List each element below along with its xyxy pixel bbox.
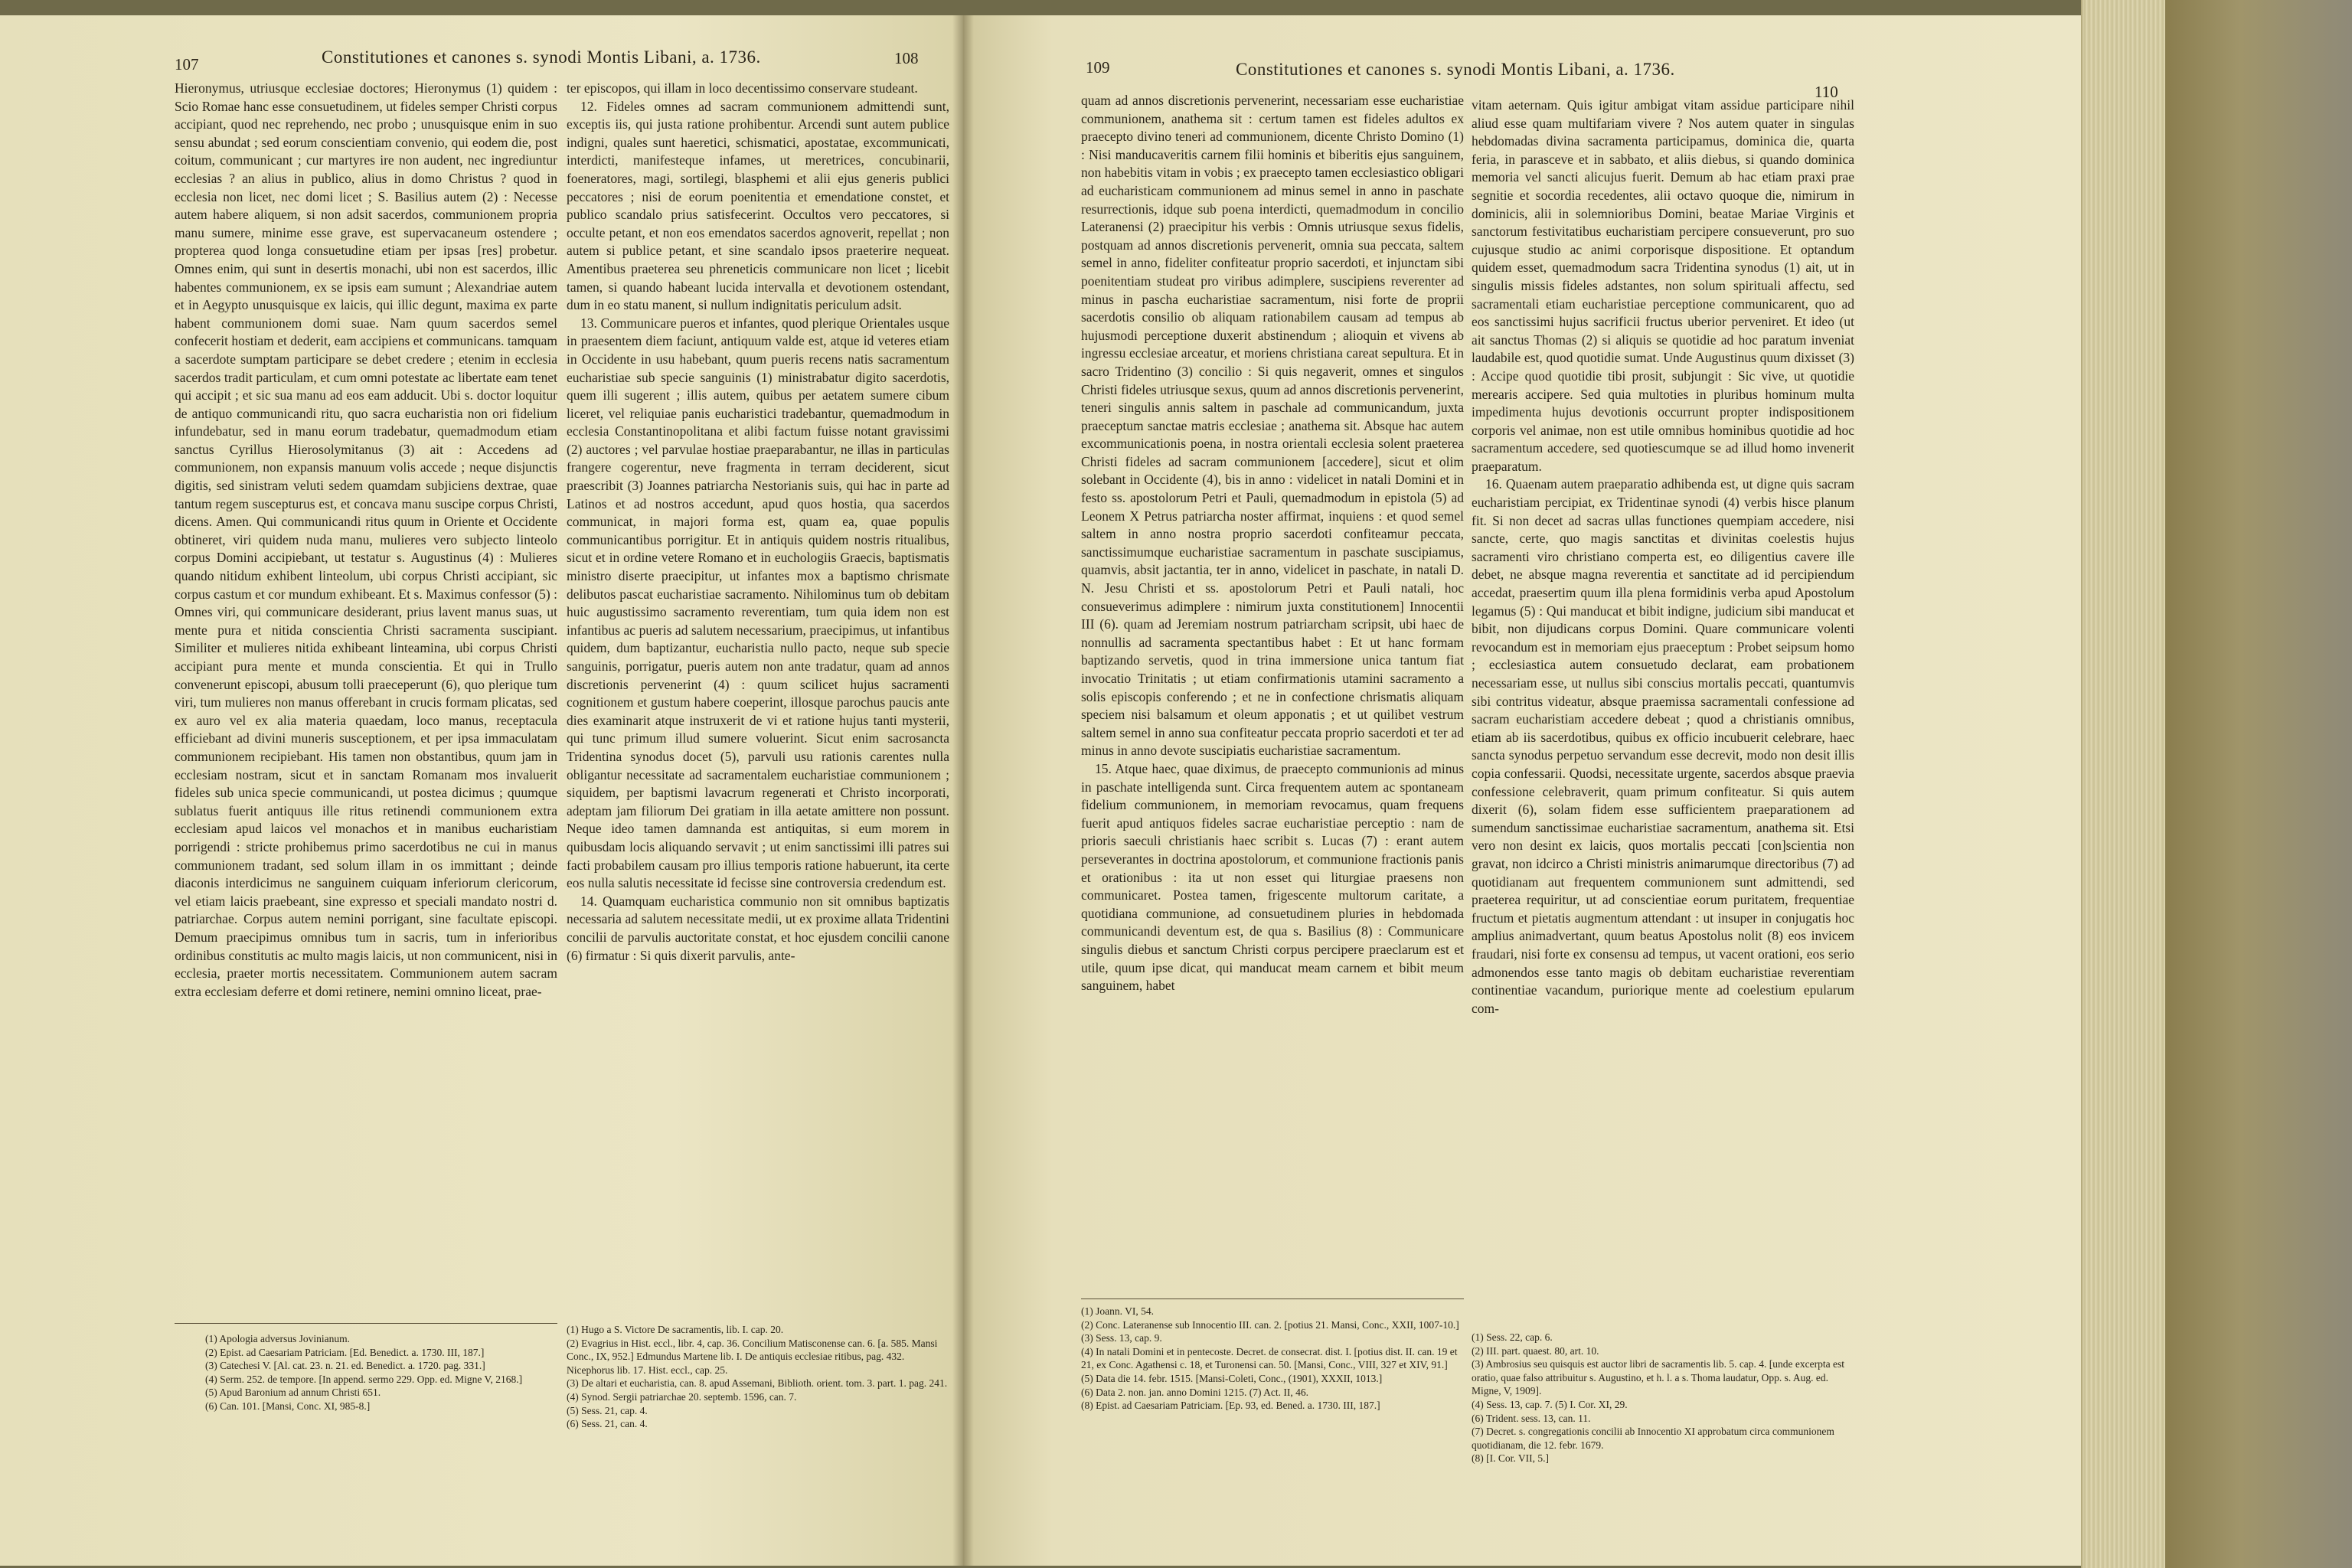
left-footnotes-b <box>567 1323 949 1431</box>
footnote: (1) Joann. VI, 54. <box>1081 1305 1154 1317</box>
book-gutter <box>952 15 974 1566</box>
footnote: (5) Sess. 21, cap. 4. <box>567 1404 648 1416</box>
footnote: (7) Decret. s. congregationis concilii ab Innocentio XI approbatum circa communionem quotidianam, die 12. febr. 1679. <box>1472 1426 1834 1451</box>
footnote: (4) In natali Domini et in pentecoste. Decret. de consecrat. dist. I. [potius dist. II. can. 19 et 21, ex Conc. Agathensi c. 18, et Turonensi can. 50. [Mansi, Conc., VIII, 327 et XIV, 91.] <box>1081 1345 1458 1371</box>
footnote: (8) [I. Cor. VII, 5.] <box>1472 1452 1549 1465</box>
paragraph: 12. Fideles omnes ad sacram communionem admittendi sunt, exceptis iis, qui justa ratione prohibentur. Arcendi sunt autem publice indigni, quales sunt haeretici, schismatici, apostatae, excommunicati, interdicti, manifesteque infames, ut meretrices, concubinarii, foeneratores, magi, sortilegi, blasphemi et alii ejus generis publici peccatores ; nisi de eorum poenitentia et emendatione constet, et publico scandalo prius satisfecerint. Occultos vero peccatores, si occulte petant, et non eos emendatos sacerdos agnoverit, repellat ; non autem si publice petant, et sine scandalo ipsos praeterire nequeat. Amentibus praeterea seu phreneticis communicare non licet ; licebit tamen, si quando habeant lucida intervalla et devotionem ostendant, dum in eo statu manent, si nullum indignitatis periculum adsit. <box>567 98 949 313</box>
left-column-b <box>567 80 949 965</box>
paragraph: 13. Communicare pueros et infantes, quod plerique Orientales usque in praesentem diem faciunt, antiquum valde est, atque id veteres etiam in Occidente in usu habebant, quum pueris recens natis sacramentum eucharistiae sub specie sanguinis (1) ministrabatur digito sacerdotis, quem illi sugerent ; illis autem, quibus per aetatem sumere cibum liceret, vel reliquiae panis eucharistici tradebantur, quemadmodum in ecclesia Constantinopolitana et alibi factum fuisse notant gravissimi (2) auctores ; vel parvulae hostiae praeparabantur, ne illas in particulas frangere cogerentur, neve fragmenta in terram deciderent, sicut praescribit (3) Joannes patriarcha Nestorianis suis, qui hac in parte ad Latinos et ad nostros accedunt, apud quos hostia, qua sacerdos communicat, in majori forma est, quam ea, quae populis communicantibus porrigitur. Et in antiquis quidem nostris ritualibus, sicut et in ordine vetere Romano et in euchologiis Graecis, baptismatis ministro diserte praecipitur, ut infantes mox a baptismo chrismate delibutos pascat eucharistiae sacramento. Nihilominus tum ob debitam huic augustissimo sacramento reverentiam, tum quia idem non est infantibus ac pueris ad salutem necessarium, praecipimus, ut infantibus quidem, dum baptizantur, eucharistia nullo pacto, neque sub specie sanguinis, porrigatur, pueris autem non ante tradatur, quam ad annos discretionis pervenerint (4) : quum scilicet hujus sacramenti cognitionem et gustum habere coeperint, illosque parochus paucis ante dies examinarit atque instruxerit de vi et ratione hujus tanti mysterii, qui tunc primum illud sumere voluerint. Sicut enim sacrosancta Tridentina synodus docet (5), parvuli usu rationis carentes nulla obligantur necessitate ad sacramentalem eucharistiae communionem ; siquidem, per baptismi lavacrum regenerati et Christo incorporati, adeptam jam filiorum Dei gratiam in illa aetate amittere non possunt. Neque ideo tamen damnanda est antiquitas, si eum morem in quibusdam locis aliquando servavit ; ut enim sanctissimi illi patres sui facti probabilem causam pro illius temporis ratione habuerunt, ita certe eos nulla salutis necessitate id fecisse sine controversia credendum est. <box>567 315 949 891</box>
running-head-right: Constitutiones et canones s. synodi Montis Libani, a. 1736. <box>1236 60 1675 79</box>
footnote: (5) Data die 14. febr. 1515. [Mansi-Coleti, Conc., (1901), XXXII, 1013.] <box>1081 1372 1383 1384</box>
footnote: (5) Apud Baronium ad annum Christi 651. <box>205 1387 381 1399</box>
footnote: (3) Sess. 13, cap. 9. <box>1081 1332 1162 1344</box>
paragraph: 16. Quaenam autem praeparatio adhibenda est, ut digne quis sacram eucharistiam percipiat, ex Tridentinae synodi (4) verbis hisce planum fit. Si non decet ad sacras ullas functiones quempiam accedere, nisi sancte, certe, quo magis sanctitas et divinitas coelestis hujus sacramenti viro christiano comperta est, eo diligentius cavere ille debet, ne absque magna reverentia et sanctitate ad id percipiendum accedat, praesertim quum illa plena formidinis verba apud Apostolum legamus (5) : Qui manducat et bibit indigne, judicium sibi manducat et bibit, non dijudicans corpus Domini. Quare communicare volenti revocandum est in memoriam ejus praeceptum : Probet seipsum homo ; ecclesiastica autem consuetudo declarat, eam probationem necessariam esse, ut nullus sibi conscius mortalis peccati, quantumvis sibi contritus videatur, absque praemissa sacramentali confessione ad sacram eucharistiam accedere debeat ; quod a christianis omnibus, etiam ab iis sacerdotibus, quibus ex officio incubuerit celebrare, haec sancta synodus perpetuo servandum esse decrevit, modo non desit illis copia confessarii. Quodsi, necessitate urgente, sacerdos absque praevia confessione celebraverit, quam primum confiteatur. Si quis autem dixerit (6), solam fidem esse sufficientem praeparationem ad sumendum sanctissimae eucharistiae sacramentum, anathema sit. Etsi vero non desint ex laicis, quos mortalis peccati [con]scientia non gravat, non idcirco a Christi ministris animarumque directoribus (7) ad quotidianam aut frequentem communionem sunt admittendi, sed praeterea requiritur, ut ad conscientiae eorum puritatem, frequentiae fructum et pietatis augmentum attendant : ut insuper in conjugatis hoc amplius animadvertant, quum beatus Apostolus nolit (8) eos invicem fraudari, nisi forte ex consensu ad tempus, ut vacent orationi, eos serio admonendos esse tanto magis ob debitam eucharistiae reverentiam continentiae vacandum, puriorique mente ad coelestium epularum com- <box>1472 476 1854 1016</box>
footnote: (6) Can. 101. [Mansi, Conc. XI, 985-8.] <box>205 1400 371 1412</box>
footnote-rule <box>1081 1298 1464 1299</box>
right-column-a <box>1081 92 1464 995</box>
page-number-right-a: 109 <box>1086 58 1110 77</box>
right-column-b <box>1472 96 1854 1018</box>
footnote: (2) Conc. Lateranense sub Innocentio III. can. 2. [potius 21. Mansi, Conc., XXII, 1007-10.] <box>1081 1318 1459 1331</box>
footnote-rule <box>175 1323 557 1324</box>
footnote: (4) Sess. 13, cap. 7. (5) I. Cor. XI, 29. <box>1472 1398 1628 1410</box>
footnote: (3) De altari et eucharistia, can. 8. apud Assemani, Biblioth. orient. tom. 3. part. 1. pag. 241. <box>567 1377 948 1390</box>
right-footnotes-a <box>1081 1305 1464 1413</box>
page-number-left-a: 107 <box>175 55 199 74</box>
footnote: (1) Sess. 22, cap. 6. <box>1472 1331 1553 1343</box>
left-column-a <box>175 80 557 1001</box>
footnote: (3) Catechesi V. [Al. cat. 23. n. 21. ed. Benedict. a. 1720. pag. 331.] <box>205 1360 485 1372</box>
footnote: (6) Trident. sess. 13, can. 11. <box>1472 1412 1591 1424</box>
footnote: (4) Serm. 252. de tempore. [In append. sermo 229. Opp. ed. Migne V, 2168.] <box>205 1373 523 1385</box>
footnote: (1) Apologia adversus Jovinianum. <box>205 1333 350 1344</box>
footnote: (2) III. part. quaest. 80, art. 10. <box>1472 1344 1599 1357</box>
book-cover <box>2165 0 2352 1568</box>
footnote: (1) Hugo a S. Victore De sacramentis, lib. I. cap. 20. <box>567 1324 784 1335</box>
footnote: (8) Epist. ad Caesariam Patriciam. [Ep. 93, ed. Bened. a. 1730. III, 187.] <box>1081 1400 1380 1412</box>
running-head-left: Constitutiones et canones s. synodi Montis Libani, a. 1736. <box>322 47 761 67</box>
page-number-left-b: 108 <box>894 49 919 67</box>
left-footnotes-a <box>205 1332 557 1413</box>
page-edges <box>2081 0 2167 1568</box>
paragraph: Hieronymus, utriusque ecclesiae doctores; Hieronymus (1) quidem : Scio Romae hanc esse consuetudinem, ut fideles semper Christi corpus accipiant, quod nec reprehendo, nec probo ; unusquisque enim in suo sensu abundat ; sed eorum conscientiam convenio, qui eodem die, post coitum, communicant ; cur martyres ire non audent, nec ingrediuntur ecclesias ? an alius in publico, alius in domo Christus ? quod in ecclesia non licet, nec domi licet ; S. Basilius autem (2) : Necesse autem habere aliquem, si non adsit sacerdos, communionem propria manu sumere, minime esse grave, est supervacaneum ostendere ; propterea quod longa consuetudine etiam per ipsas [res] probetur. Omnes enim, qui sunt in desertis monachi, ubi non est sacerdos, illic habentes communionem, ex se ipsis eam sumunt ; Alexandriae autem et in Aegypto unusquisque ex laicis, qui illic degunt, maxima ex parte habent communionem domi suae. Nam quum sacerdos semel confecerit hostiam et dederit, eam accipiens et communicans. tamquam a sacerdote sumptam participare se debet credere ; etenim in ecclesia sacerdos tradit particulam, et cum omni potestate ac libertate eam tenet qui accipit ; et sic sua manu ad eos eam adducit. Ubi s. doctor loquitur de antiquo communicandi ritu, quo sacra eucharistia non ori fidelium infundebatur, sed in manu eorum tradebatur, quemadmodum etiam sanctus Cyrillus Hierosolymitanus (3) ait : Accedens ad communionem, non expansis manuum volis accede ; neque disjunctis digitis, sed sinistram veluti sedem quamdam subjiciens dextrae, quae tantum regem suscepturus est, et concava manu suscipe corpus Christi, dicens. Amen. Qui communicandi ritus quum in Oriente et Occidente obtineret, viri quidem nuda manu, mulieres vero subjecto linteolo corpus Domini accipiebant, ut testatur s. Augustinus (4) : Mulieres quando nitidum exhibent linteolum, ubi corpus Christi accipiant, sic corpus castum et cor mundum exhibeant. Et s. Maximus confessor (5) : Omnes viri, qui communicare desiderant, prius lavent manus suas, ut mente pura et nitida conscientia Christi sacramenta suscipiant. Similiter et mulieres nitida exhibeant linteamina, ubi corpus Christi accipiant pura mente et munda conscientia. Et qui in Trullo convenerunt episcopi, abusum tolli praeceperunt (6), quo plerique tum viri, tum mulieres non manus offerebant in crucis formam plicatas, sed ex auro vel ex alia materia quaedam, loco manus, receptacula efficiebant ad divini muneris susceptionem, et per ipsa immaculatam communionem recipiebant. His tamen non obstantibus, quum jam in ecclesiam nostram, sicut et in sanctam Romanam mos invaluerit fideles sub unica specie communicandi, ut postea dicimus ; quumque sublatus fuerit antiquus ille ritus retinendi communionem extra ecclesiam apud laicos vel monachos et in manibus eucharistiam porrigendi : stricte prohibemus primo sacerdotibus ne cui in manus communionem tradant, sed solum illam in os immittant ; deinde diaconis interdicimus ne sanguinem cuiquam inferiorum clericorum, vel etiam laicis praebeant, sine expresso et speciali mandato nostri d. patriarchae. Corpus autem nemini porrigant, sine facultate episcopi. Demum praecipimus omnibus tum in sacris, tum in inferioribus ordinibus constitutis ac multo magis laicis, ut non communicent, nisi in ecclesia, praeter mortis necessitatem. Communionem autem sacram extra ecclesiam deferre et domi retinere, nemini omnino liceat, prae- <box>175 80 557 999</box>
paragraph: 14. Quamquam eucharistica communio non sit omnibus baptizatis necessaria ad salutem necessitate medii, ut ex proxime allata Tridentini concilii de parvulis auctoritate constat, et hoc ejusdem concilii canone (6) firmatur : Si quis dixerit parvulis, ante- <box>567 893 949 963</box>
footnote: (4) Synod. Sergii patriarchae 20. septemb. 1596, can. 7. <box>567 1390 797 1403</box>
footnote: (6) Data 2. non. jan. anno Domini 1215. (7) Act. II, 46. <box>1081 1386 1308 1398</box>
footnote: (2) Evagrius in Hist. eccl., libr. 4, cap. 36. Concilium Matisconense can. 6. [a. 585. Mansi Conc., IX, 952.] Edmundus Martene lib. I. De antiquis ecclesiae ritibus, pag. 432. Nicephorus lib. 17. Hist. eccl., cap. 25. <box>567 1337 938 1376</box>
paragraph: ter episcopos, qui illam in loco decentissimo conservare studeant. <box>567 80 918 96</box>
footnote: (3) Ambrosius seu quisquis est auctor libri de sacramentis lib. 5. cap. 4. [unde excerpta est oratio, quae falso attribuitur s. Augustino, et h. l. a s. Thoma laudatur, Opp. s. Aug. ed. Migne, V, 1909]. <box>1472 1358 1845 1397</box>
paragraph: quam ad annos discretionis pervenerint, necessariam esse eucharistiae communionem, anathema sit : certum tamen est fideles adultos ex praecepto divino teneri ad communionem, dicente Christo Domino (1) : Nisi manducaveritis carnem filii hominis et biberitis ejus sanguinem, non habebitis vitam in vobis ; ex praecepto tamen ecclesiastico obligari ad eucharisticam communionem ad minus semel in anno in paschate resurrectionis, idque sub poena interdicti, quemadmodum in concilio Lateranensi (2) praecipitur his verbis : Omnis utriusque sexus fidelis, postquam ad annos discretionis pervenerit, omnia sua peccata, saltem semel in anno, fideliter confiteatur proprio sacerdoti, et injunctam sibi poenitentiam studeat pro viribus adimplere, suscipiens reverenter ad minus in pascha eucharistiae sacramentum, nisi forte de proprii sacerdotis consilio ob aliquam rationabilem causam ad tempus ab hujusmodi perceptione duxerit abstinendum ; alioquin et vivens ab ingressu ecclesiae arceatur, et moriens christiana careat sepultura. Et in sacro Tridentino (3) concilio : Si quis negaverit, omnes et singulos Christi fideles utriusque sexus, quum ad annos discretionis pervenerint, teneri singulis annis saltem in paschale ad communicandum, juxta praeceptum sanctae matris ecclesiae ; anathema sit. Absque hac autem excommunicationis poena, in nostra orientali ecclesia solent praeterea Christi fideles ad sacram communionem [accedere], sicut et olim solebant in Occidente (4), bis in anno : videlicet in natali Domini et in festo ss. apostolorum Petri et Pauli, quemadmodum in epistola (5) ad Leonem X Petrus patriarcha noster affirmat, inquiens : et quod semel saltem in anno nostra proprio sacerdoti confiteamur peccata, sanctissimumque eucharistiae sacramentum in paschate suscipiamus, quamvis, absit jactantia, ter in anno, videlicet in paschate, in natali D. N. Jesu Christi et ss. apostolorum Petri et Pauli natali, hoc consueverimus adimplere : nimirum juxta constitutionem] Innocentii III (6). quam ad Jeremiam nostrum patriarcham scripsit, ubi haec de nonnullis ad sacramenta spectantibus habet : Et ut hanc formam baptizando servetis, quod in trina immersione unica tantum fiat invocatio Trinitatis ; ut etiam confirmationis utamini sacramento a solis episcopis conferendo ; et ne in confectione chrismatis aliquam speciem nisi balsamum et oleum apponatis ; et ut quilibet vestrum saltem semel in anno sua confiteatur peccata proprio sacerdoti et ter ad minus in anno devote suscipiatis eucharistiae sacramentum. <box>1081 93 1464 759</box>
footnote: (2) Epist. ad Caesariam Patriciam. [Ed. Benedict. a. 1730. III, 187.] <box>205 1346 485 1358</box>
paragraph: 15. Atque haec, quae diximus, de praecepto communionis ad minus in paschate intelligenda sunt. Circa frequentem autem ac spontaneam fidelium communionem, in memoriam revocamus, quam frequens fuerit apud antiquos fideles sacrae eucharistiae perceptio : nam de prioris saeculi christianis haec scribit s. Lucas (7) : erant autem perseverantes in doctrina apostolorum, et communione fractionis panis et orationibus : ita ut non esset qui liturgiae praesens non communicaret. Postea tamen, frigescente multorum caritate, a quotidiana communione, ad consuetudinem pluries in hebdomada communicandi deventum est, de qua s. Basilius (8) : Communicare singulis diebus et sanctum Christi corpus percipere praeclarum est et utile, quum ipse dicat, qui manducat meam carnem et bibit meum sanguinem, habet <box>1081 760 1464 994</box>
page-number-right-b: 110 <box>1815 83 1838 101</box>
right-footnotes-b <box>1472 1331 1854 1465</box>
footnote: (6) Sess. 21, can. 4. <box>567 1418 648 1430</box>
paragraph: vitam aeternam. Quis igitur ambigat vitam assidue participare nihil aliud esse quam multifariam vivere ? Nos autem quater in singulas hebdomadas divina sacramenta participamus, dominica die, quarta feria, in parasceve et in sabbato, et aliis diebus, si quando dominica memoria vel sancti alicujus fuerit. Demum ab hac etiam praxi prae segnitie et socordia recedentes, alii octavo quoque die, nimirum in dominicis, alii in solemnioribus Domini, beatae Mariae Virginis et sanctorum festivitatibus eucharistiam percipere consueverunt, pro suo cujusque studio ac animi corporisque dispositione. Et optandum quidem esset, quemadmodum sacra Tridentina synodus (1) ait, ut in singulis missis fideles adstantes, non solum spirituali affectu, sed sacramentali etiam eucharistiae perceptione communicarent, quo ad eos sanctissimi hujus sacrificii fructus uberior perveniret. Et ideo (ut ait sanctus Thomas (2) si aliquis se quotidie ad hoc paratum inveniat laudabile est, quod quotidie sumat. Unde Augustinus quum dixisset (3) : Accipe quod quotidie tibi prosit, subjungit : Sic vive, ut quotidie merearis accipere. Sed quia multoties in pluribus hominum multa impedimenta hujus devotionis occurrunt propter indispositionem corporis vel animae, non est utile omnibus hominibus quotidie ad hoc sacramentum accedere, sed quotiescumque se ad illud homo invenerit praeparatum. <box>1472 97 1854 474</box>
